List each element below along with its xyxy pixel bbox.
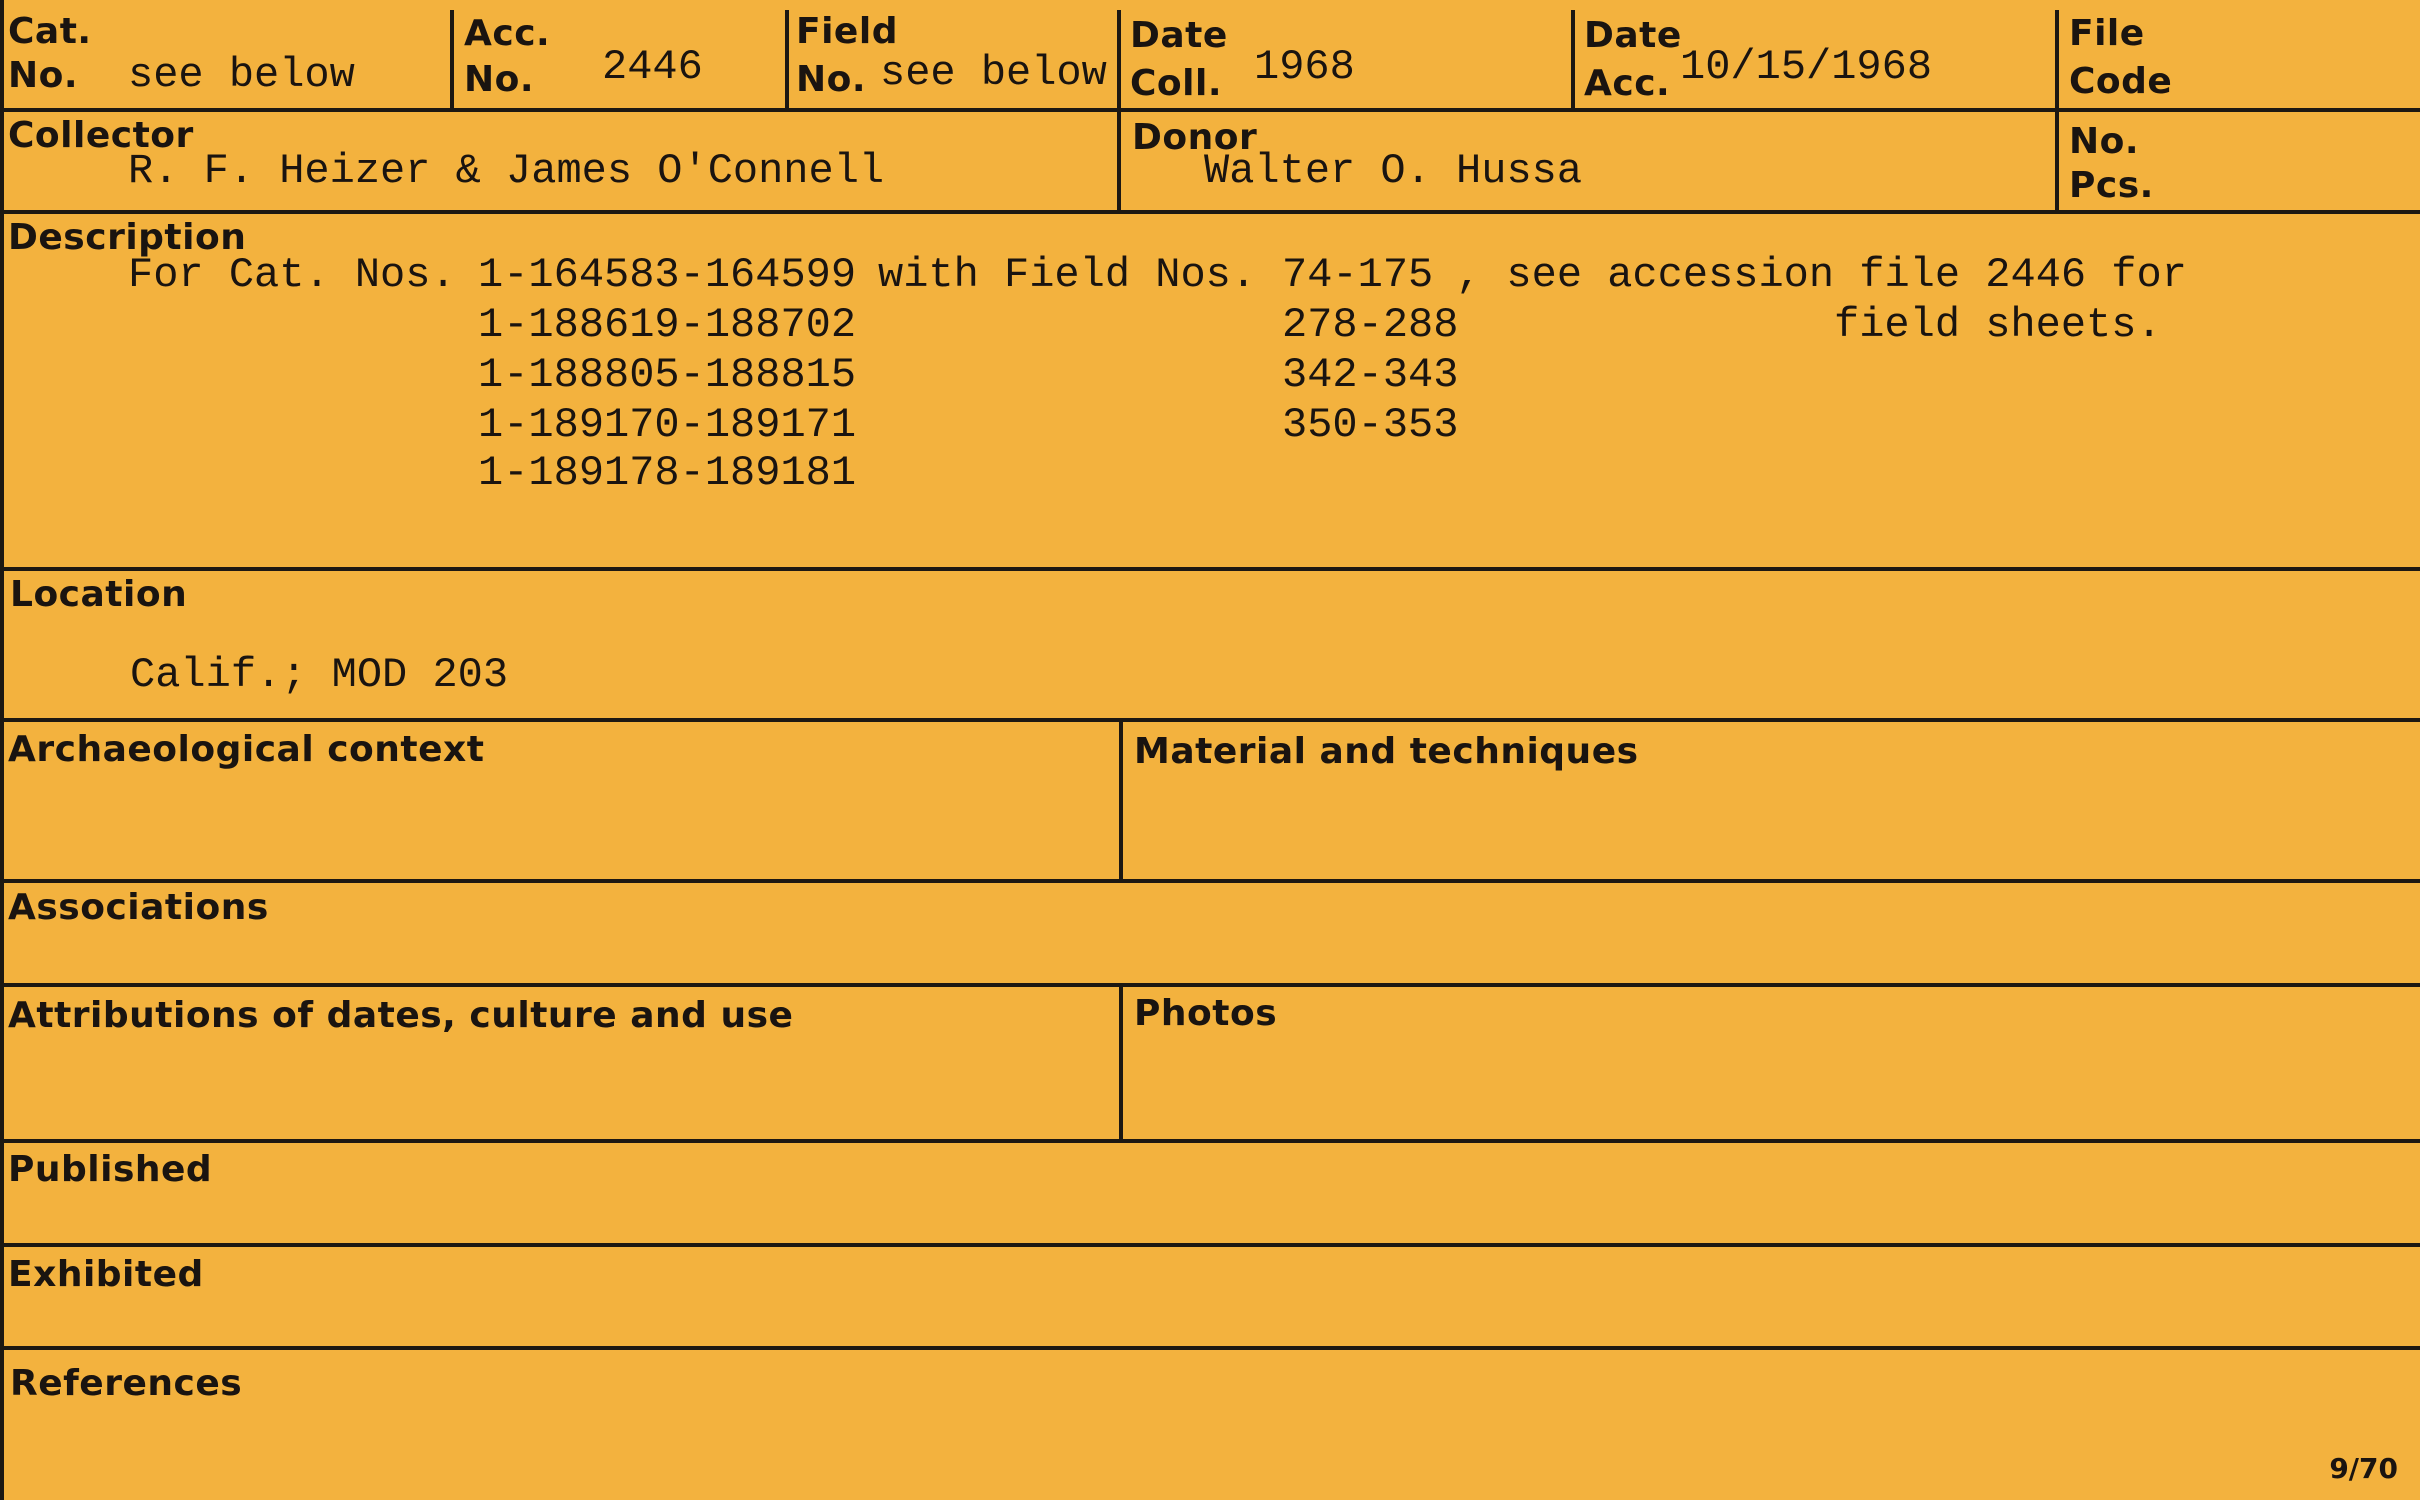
file-code-label: File — [2069, 13, 2145, 54]
rule-left-edge — [0, 0, 4, 1500]
photos-label: Photos — [1134, 993, 1278, 1034]
divider-context-material — [1119, 718, 1123, 881]
exhibited-label: Exhibited — [8, 1254, 204, 1295]
description-with-field: with Field Nos. — [878, 251, 1257, 299]
rule-attributions — [0, 1139, 2420, 1143]
cat-range: 1-164583-164599 — [478, 251, 857, 299]
acc-no-label: No. — [464, 59, 535, 100]
description-prefix: For Cat. Nos. — [128, 251, 456, 299]
acc-no-value: 2446 — [602, 43, 703, 91]
divider-acc-field — [785, 10, 789, 110]
field-range: 350-353 — [1282, 401, 1459, 449]
published-label: Published — [8, 1149, 213, 1190]
date-coll-value: 1968 — [1254, 43, 1355, 91]
location-value: Calif.; MOD 203 — [130, 651, 509, 699]
rule-published — [0, 1243, 2420, 1247]
field-no-label: No. — [796, 59, 867, 100]
cat-no-label: No. — [8, 55, 79, 96]
donor-value: Walter O. Hussa — [1204, 147, 1583, 195]
cat-range: 1-189178-189181 — [478, 449, 857, 497]
date-coll-sub-label: Coll. — [1130, 63, 1223, 104]
date-acc-label: Date — [1584, 15, 1682, 56]
date-acc-value: 10/15/1968 — [1680, 43, 1933, 91]
associations-label: Associations — [8, 887, 269, 928]
acc-label: Acc. — [464, 13, 551, 54]
divider-attributions-photos — [1119, 983, 1123, 1141]
date-coll-label: Date — [1130, 15, 1228, 56]
donor-label: Donor — [1132, 117, 1258, 158]
location-label: Location — [10, 574, 188, 615]
date-acc-sub-label: Acc. — [1584, 63, 1671, 104]
cat-range: 1-188805-188815 — [478, 351, 857, 399]
file-code-sub-label: Code — [2069, 61, 2173, 102]
collector-label: Collector — [8, 115, 194, 156]
rule-description — [0, 567, 2420, 571]
field-range: 342-343 — [1282, 351, 1459, 399]
divider-dateacc-filecode — [2055, 10, 2059, 212]
references-label: References — [10, 1363, 243, 1404]
cat-range: 1-188619-188702 — [478, 301, 857, 349]
form-revision-code: 9/70 — [2329, 1452, 2398, 1485]
description-note: , see accession file 2446 for — [1456, 251, 2187, 299]
rule-associations — [0, 983, 2420, 987]
description-note-continued: field sheets. — [1834, 301, 2162, 349]
attributions-label: Attributions of dates, culture and use — [8, 995, 794, 1036]
collector-value: R. F. Heizer & James O'Connell — [128, 147, 885, 195]
rule-exhibited — [0, 1346, 2420, 1350]
field-range: 74-175 — [1282, 251, 1434, 299]
field-range: 278-288 — [1282, 301, 1459, 349]
description-label: Description — [8, 217, 247, 258]
rule-context — [0, 879, 2420, 883]
divider-datecoll-dateacc — [1571, 10, 1575, 110]
divider-cat-acc — [450, 10, 454, 110]
archaeological-context-label: Archaeological context — [8, 729, 485, 770]
cat-range: 1-189170-189171 — [478, 401, 857, 449]
field-label: Field — [796, 11, 898, 52]
field-no-value: see below — [880, 49, 1107, 97]
cat-no-value: see below — [128, 51, 355, 99]
no-pcs-label: No. — [2069, 121, 2140, 162]
material-techniques-label: Material and techniques — [1134, 731, 1639, 772]
no-pcs-sub-label: Pcs. — [2069, 165, 2154, 206]
divider-field-datecoll — [1117, 10, 1121, 212]
rule-location — [0, 718, 2420, 722]
cat-label: Cat. — [8, 11, 92, 52]
